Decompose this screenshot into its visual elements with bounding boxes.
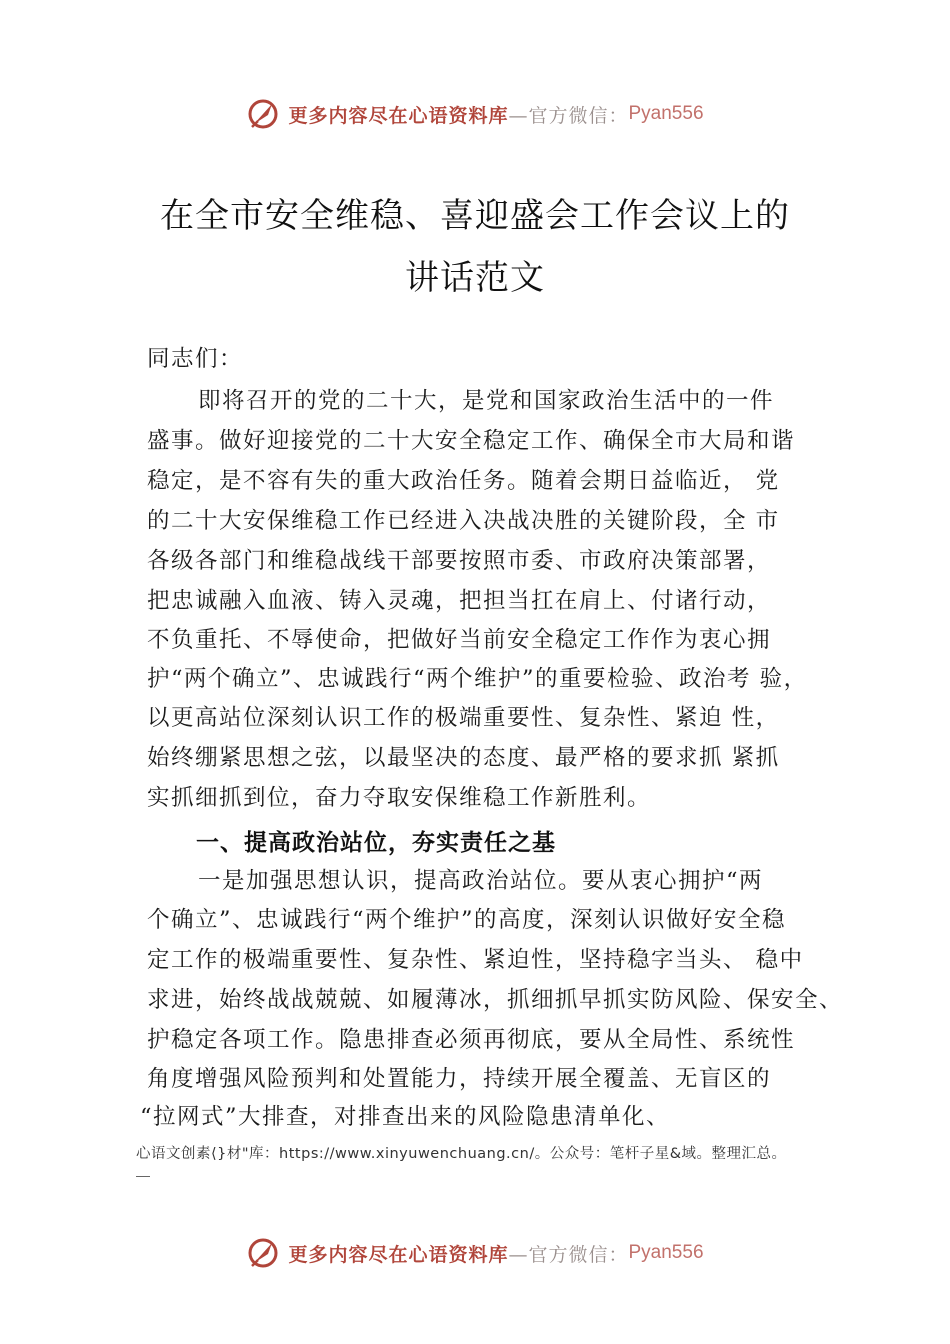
banner-wechat-label: —官方微信： [508,1243,629,1266]
banner-wechat-id: Pyan556 [628,103,704,124]
paragraph-2-line: 角度增强风险预判和处置能力，持续开展全覆盖、无盲区的 [147,1066,772,1092]
banner-wechat-label: —官方微信： [508,104,629,127]
footnote-divider [136,1176,150,1177]
quill-pen-logo-icon [246,1236,280,1270]
paragraph-1-line: 的二十大安保维稳工作已经进入决战决胜的关键阶段，全 市 [147,508,780,534]
paragraph-1-line: 即将召开的党的二十大，是党和国家政治生活中的一件 [198,388,775,414]
paragraph-1-line: 始终绷紧思想之弦，以最坚决的态度、最严格的要求抓 紧抓 [147,745,780,771]
paragraph-1-line: 盛事。做好迎接党的二十大安全稳定工作、确保全市大局和谐 [147,428,796,454]
header-banner [0,94,950,134]
document-title-line-2: 讲话范文 [405,258,545,298]
paragraph-1-line: 以更高站位深刻认识工作的极端重要性、复杂性、紧迫 性， [147,705,780,731]
document-title-line-1: 在全市安全维稳、喜迎盛会工作会议上的 [160,196,790,236]
paragraph-1-line: 各级各部门和维稳战线干部要按照市委、市政府决策部署， [147,548,772,574]
paragraph-1-line: 稳定，是不容有失的重大政治任务。随着会期日益临近， 党 [147,468,780,494]
paragraph-1-line: 把忠诚融入血液、铸入灵魂，把担当扛在肩上、付诸行动， [147,588,772,614]
footer-banner [0,1233,950,1273]
paragraph-1-line: 护“两个确立”、忠诚践行“两个维护”的重要检验、政治考 验， [147,666,808,692]
paragraph-2-line: 求进，始终战战兢兢、如履薄冰，抓细抓早抓实防风险、保安全、 [147,987,844,1013]
banner-wechat-id: Pyan556 [628,1242,704,1263]
banner-library-name: 更多内容尽在心语资料库 [288,1243,509,1266]
paragraph-1-line: 不负重托、不辱使命，把做好当前安全稳定工作作为衷心拥 [147,627,772,653]
section-heading-1: 一、提高政治站位，夯实责任之基 [196,830,556,856]
banner-library-name: 更多内容尽在心语资料库 [288,104,509,127]
source-note: 心语文创素⟨}材"库：https://www.xinyuwenchuang.cn/。公众号：笔杆子星&域。整理汇总。 [136,1146,787,1162]
paragraph-2-line: “拉网式”大排查，对排查出来的风险隐患清单化、 [140,1104,671,1130]
paragraph-2-line: 护稳定各项工作。隐患排查必须再彻底，要从全局性、系统性 [147,1027,796,1053]
paragraph-2-line: 个确立”、忠诚践行“两个维护”的高度，深刻认识做好安全稳 [147,907,787,933]
salutation: 同志们： [147,346,244,372]
paragraph-2-line: 定工作的极端重要性、复杂性、紧迫性，坚持稳字当头、 稳中 [147,947,804,973]
paragraph-1-line: 实抓细抓到位，奋力夺取安保维稳工作新胜利。 [147,785,652,811]
quill-pen-logo-icon [246,97,280,131]
paragraph-2-line: 一是加强思想认识，提高政治站位。要从衷心拥护“两 [198,868,764,894]
